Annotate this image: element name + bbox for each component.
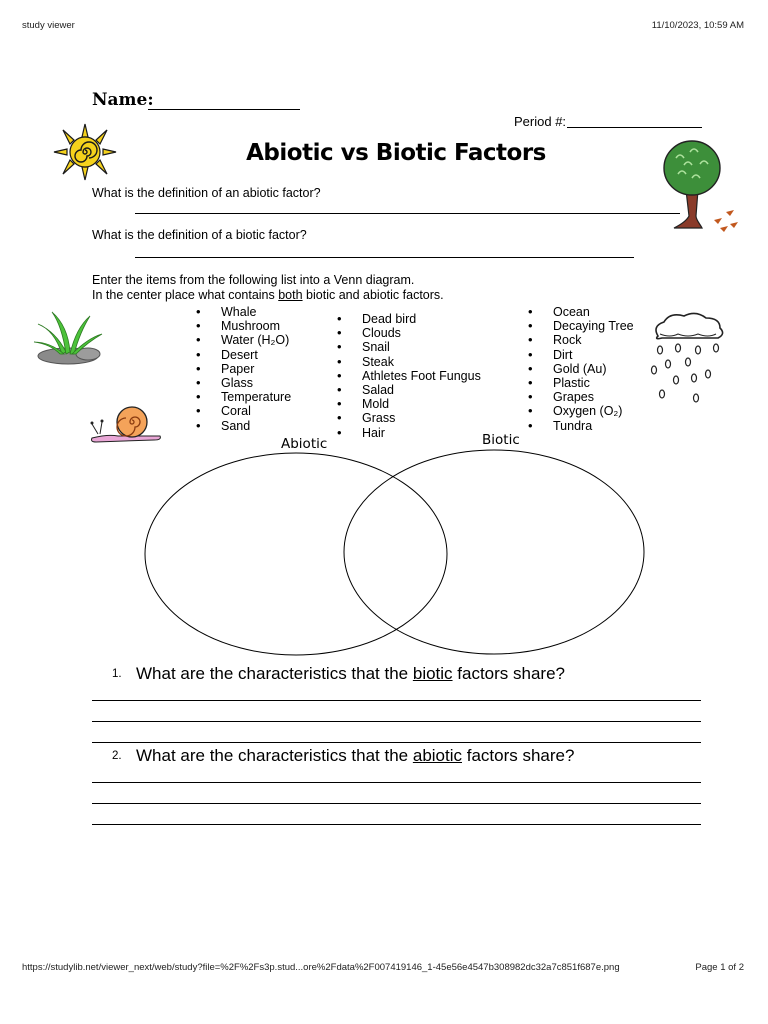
instruction-line-2: In the center place what contains both biotic and abiotic factors. <box>92 288 444 302</box>
tree-icon <box>656 138 740 234</box>
answer-line-q1-1[interactable] <box>92 700 701 701</box>
list-item: • Hair <box>335 426 481 440</box>
emphasis-both: both <box>278 288 303 302</box>
print-header-title: study viewer <box>22 20 75 31</box>
venn-label-abiotic: Abiotic <box>281 436 328 452</box>
list-item: • Dirt <box>526 348 634 362</box>
list-item: • Temperature <box>194 390 291 404</box>
grass-icon <box>32 308 104 366</box>
snail-icon <box>88 404 164 444</box>
list-item: • Water (H₂O) <box>194 333 291 347</box>
print-footer-page: Page 1 of 2 <box>695 962 744 973</box>
print-footer-url: https://studylib.net/viewer_next/web/study?file=%2F%2Fs3p.stud...ore%2Fdata%2F007419146_1-45e56e4547b308982dc32a7c851f687e.png <box>22 962 620 973</box>
list-item: • Grapes <box>526 390 634 404</box>
rain-cloud-icon <box>648 312 728 408</box>
list-item: • Clouds <box>335 326 481 340</box>
answer-line-q2-3[interactable] <box>92 824 701 825</box>
list-item: • Gold (Au) <box>526 362 634 376</box>
list-item: • Glass <box>194 376 291 390</box>
instruction-line-1: Enter the items from the following list into a Venn diagram. <box>92 273 415 287</box>
venn-diagram[interactable] <box>140 448 650 660</box>
answer-line-biotic-definition[interactable] <box>135 257 634 258</box>
list-item: • Coral <box>194 404 291 418</box>
answer-line-q2-1[interactable] <box>92 782 701 783</box>
emphasis-abiotic: abiotic <box>412 746 462 765</box>
list-item: • Whale <box>194 305 291 319</box>
list-item: • Decaying Tree <box>526 319 634 333</box>
list-item: • Steak <box>335 355 481 369</box>
venn-label-biotic: Biotic <box>482 432 520 448</box>
emphasis-biotic: biotic <box>412 664 453 683</box>
list-item: • Paper <box>194 362 291 376</box>
print-header-date: 11/10/2023, 10:59 AM <box>651 20 744 31</box>
item-list-column-1 <box>194 305 291 433</box>
question-biotic-definition: What is the definition of a biotic factor? <box>92 228 307 242</box>
venn-circle-abiotic <box>145 453 447 655</box>
answer-line-q2-2[interactable] <box>92 803 701 804</box>
question-2-number: 2. <box>112 750 122 762</box>
list-item: • Oxygen (O₂) <box>526 404 634 418</box>
question-2: 2. What are the characteristics that the abiotic factors share? <box>112 746 575 765</box>
list-item: • Desert <box>194 348 291 362</box>
period-label: Period #: <box>514 114 567 129</box>
list-item: • Plastic <box>526 376 634 390</box>
list-item: • Salad <box>335 383 481 397</box>
list-item: • Dead bird <box>335 312 481 326</box>
list-item: • Athletes Foot Fungus <box>335 369 481 383</box>
list-item: • Snail <box>335 340 481 354</box>
question-1: 1. What are the characteristics that the biotic factors share? <box>112 664 565 683</box>
question-abiotic-definition: What is the definition of an abiotic factor? <box>92 186 321 200</box>
page-title: Abiotic vs Biotic Factors <box>246 140 546 166</box>
item-list-column-3 <box>526 305 634 433</box>
question-1-number: 1. <box>112 668 122 680</box>
item-list-column-2 <box>335 312 481 440</box>
list-item: • Mold <box>335 397 481 411</box>
answer-line-q1-3[interactable] <box>92 742 701 743</box>
list-item: • Rock <box>526 333 634 347</box>
list-item: • Mushroom <box>194 319 291 333</box>
name-field-line[interactable] <box>148 109 300 110</box>
list-item: • Sand <box>194 419 291 433</box>
list-item: • Grass <box>335 411 481 425</box>
period-field-line[interactable] <box>567 127 702 128</box>
list-item: • Tundra <box>526 419 634 433</box>
answer-line-abiotic-definition[interactable] <box>135 213 680 214</box>
answer-line-q1-2[interactable] <box>92 721 701 722</box>
name-label: Name: <box>92 90 154 110</box>
list-item: • Ocean <box>526 305 634 319</box>
venn-circle-biotic <box>344 450 644 654</box>
